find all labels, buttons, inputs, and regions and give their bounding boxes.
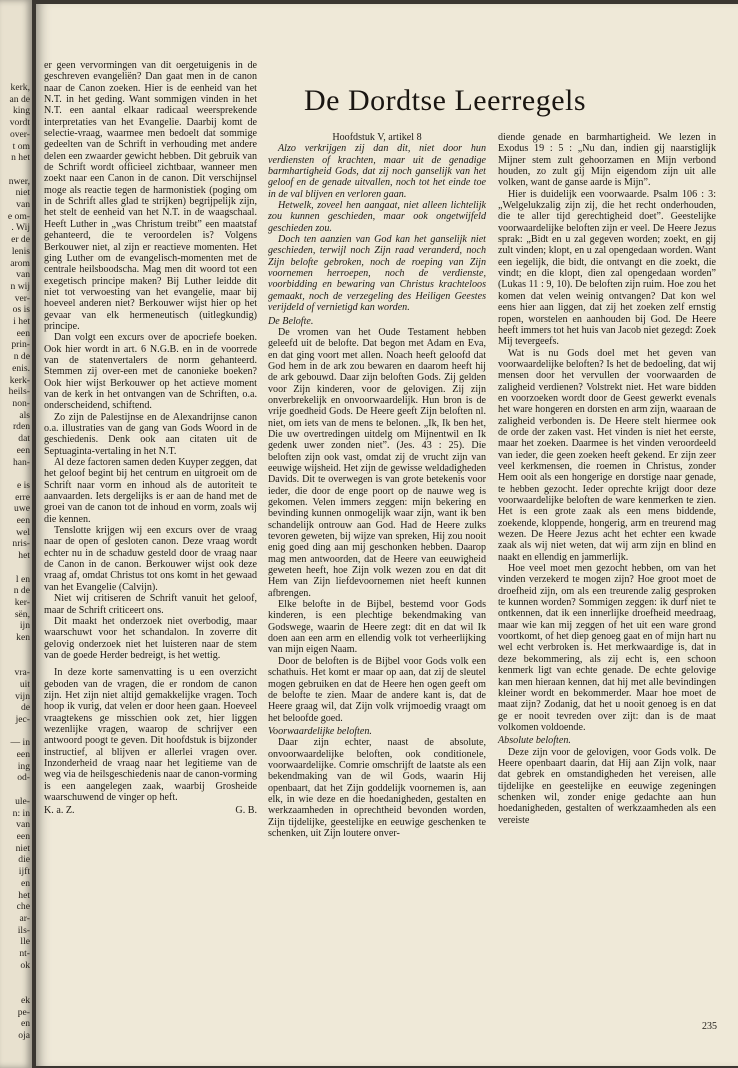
previous-page-fragment: nwer, xyxy=(8,175,30,187)
paragraph: Tenslotte krijgen wij een excurs over de vraag naar de open of gesloten canon. Deze vraag wordt echter nu in de schaduw gesteld door de vraag naar de Canon in de canon. Berkouwer wijst ook deze vraag af, omdat Christus tot ons komt in het gewaad van het Evangelie (Calvijn). xyxy=(44,525,257,593)
previous-page-fragment: de xyxy=(20,702,30,714)
previous-page-fragment: heils- xyxy=(8,386,30,398)
section-title: Voorwaardelijke beloften. xyxy=(268,725,372,737)
previous-page-fragment xyxy=(0,726,30,738)
previous-page-fragment: en xyxy=(20,1018,30,1030)
previous-page-fragment: lenis xyxy=(11,245,30,257)
paragraph: Daar zijn echter, naast de absolute, onvoorwaardelijke beloften, ook conditionele, voorwaardelijke. Comrie omschrijft de laatste als een bekendmaking van de wil Gods, waarin Hij openbaart, dat het Zijn goddelijk voornemen is, aan elk, in wie deze en die hoedanigheden, gestalten en werkzaamheden in oprechtheid bevonden worden, Zijn tijdelijke, geestelijke en eeuwige geschenken te schenken, uit Zijn loutere onver- xyxy=(268,737,486,839)
previous-page-fragment xyxy=(0,562,30,574)
paragraph: De vromen van het Oude Testament hebben geleefd uit de belofte. Dat begon met Adam en Eva, en dat ging voort met allen. Noach heeft geloofd dat God hem in de ark zou bewaren en daarom heeft hij de ark gebouwd. Daar zijn beloften Gods. Zij gelden voor Zijn kinderen, voor de gelovigen. Zij zijn onverbrekelijk en onvoorwaardelijk. Hun bron is de vrije goedheid Gods. De Heere geeft Zijn beloften nl. niet, om iets van de mens te belonen. „Ik, Ik ben het, Die uw overtredingen uitdelg om Mijnentwil en Ik gedenk uwer zonden niet”. (Jes. 43 : 25). Die beloften zijn ook vast, omdat zij de vrucht zijn van eeuwige wijsheid. Het zijn de gewisse weldadigheden Davids. Dit te overwegen is van grote betekenis voor ieder, die door de enge poort op de nauwe weg is gekomen. Velen immers zeggen: mijn bekering en bevinding kunnen onmogelijk waar zijn, want ik ben schandelijk ontrouw aan God. Had de Heere zulks tevoren geweten, bij wijze van spreken, Hij zou nooit enig goed ding aan mij geschonken hebben. Daarop mag men antwoorden, dat de Heere van eeuwigheid geweten heeft, hoe Zijn volk wezen zou en dat dit Hem van Zijn liefdevoornemen niet heeft kunnen afbrengen. xyxy=(268,326,486,599)
previous-page-fragment: n wij xyxy=(10,280,30,292)
previous-page-fragment: ing xyxy=(17,760,30,772)
previous-page-fragment: od- xyxy=(17,772,30,784)
page-number: 235 xyxy=(702,1021,717,1032)
previous-page-fragment: l en xyxy=(15,573,30,585)
previous-page-fragment: ule- xyxy=(15,795,30,807)
previous-page-fragment: dat xyxy=(18,433,30,445)
previous-page-fragment: ken xyxy=(16,632,30,644)
previous-page-fragment xyxy=(0,983,30,995)
signature-line xyxy=(44,805,257,816)
previous-page-fragment: kerk- xyxy=(9,374,30,386)
previous-page-fragment: een xyxy=(16,831,30,842)
page-title: De Dordtse Leerregels xyxy=(304,84,587,117)
paragraph: Dan volgt een excurs over de apocriefe boeken. Ook hier wordt in art. 6 N.G.B. en in de voorrede van de statenvertalers de norm gehanteerd. Stemmen zij over-een met de canonieke boeken? Ook hier wijst Berkouwer op het actieve moment van de kerk in het ontvangen van de Schriften, o.a. onderscheidend, schiftend. xyxy=(44,332,257,412)
previous-page-fragment: lle xyxy=(20,936,30,948)
paragraph: er geen vervormingen van dit oergetuigenis in de geschreven evangeliën? Dan gaat men in de canon naar de Canon zoeken. Hier is de eenheid van het N.T. in het geding. Want sommigen vinden in het N.T. een aantal elkaar radicaal weersprekende interpretaties van het Evangelie. Daarbij komt de selectie-vraag, waarmee men bedoelt dat sommige gedeelten van de Schrift in verhouding met andere delen een zwaarder gewicht hebben. Dit gebruik van de Schrift wordt officieel zichtbaar, wanneer men zoekt naar een Canon in de canon. Dit verschijnsel moge als reactie tegen de harmonistiek (poging om in de Schrift alles glad te strijken) begrijpelijk zijn, het stelt de eenheid van het N.T. in de waagschaal. Heeft Luther in „was Christum treibt” een maatstaf gehanteerd, die te veroordelen is? Volgens Berkouwer niet, al zijn er reactieve momenten. Het ging Luther om de evangelisch-momenten met de centrale heilsboodscha. Mag men dit woord tot een exegetisch principe maken? Bij Luther leidde dit niet tot verwoesting van het evangelie, maar bij hoeveel anderen niet? Berkouwer wijst hier op het gevaar van elk hermeneutisch (uitlegkundig) principe. xyxy=(44,60,257,332)
paragraph: Door de beloften is de Bijbel voor Gods volk een schathuis. Het komt er maar op aan, dat zij de sleutel mogen gebruiken en dat de Heere hen ogen geeft om de belofte te zien. Maar de andere kant is, dat de Heere graag wil, dat Zijn volk vrijmoedig vraagt om het beloofde goed. xyxy=(268,655,486,724)
previous-page-fragment: niet xyxy=(15,187,30,199)
previous-page-fragment: — in xyxy=(10,737,30,749)
previous-page-fragment: e is xyxy=(16,479,30,491)
previous-page-fragment: vijn xyxy=(15,690,30,702)
previous-page-fragment: sën, xyxy=(14,608,30,620)
previous-page-fragment: een xyxy=(16,749,30,761)
previous-page-fragment: van xyxy=(16,269,30,281)
section-title: Absolute beloften. xyxy=(498,735,571,747)
previous-page-fragment: ils- xyxy=(17,924,30,936)
previous-page-fragment: over- xyxy=(9,128,30,140)
previous-page-fragment: uit xyxy=(19,678,30,690)
previous-page-fragment: ver- xyxy=(14,292,30,304)
previous-page-fragment: erre xyxy=(15,491,30,503)
magazine-page xyxy=(36,4,738,1066)
signature-left: K. a. Z. xyxy=(44,805,75,817)
previous-page-fragment: vra- xyxy=(14,667,30,679)
previous-page-fragment: een xyxy=(16,444,30,456)
column-right xyxy=(498,132,716,826)
previous-page-fragment: als xyxy=(19,409,30,421)
previous-page-fragment: en xyxy=(20,877,30,889)
previous-page-fragment: rden xyxy=(12,421,30,433)
paragraph: Hier is duidelijk een voorwaarde. Psalm 106 : 3: „Welgelukzalig zijn zij, die het recht onderhouden, die te aller tijd gerechtigheid doet”. Geestelijke voorwaardelijke beloften zijn er veel. De Heere Jezus sprak: „Bidt en u zal gegeven worden; zoekt, en gij zult vinden; klopt, en u zal opengedaan worden. Want een iegelijk, die bidt, die ontvangt en die zoekt, die vindt; en die klopt, dien zal opengedaan worden” (Lukas 11 : 9, 10). De beloften zijn ruim. Hoe zou het komen dat velen weinig ontvangen? Dat kon wel eens hier aan liggen, dat zij het zoeken zelf ernstig ropen, worstelen en aanhouden bij God. De Heere heeft immers tot het huis van Jacob niet gezegd: Zoek Mij tevergeefs. xyxy=(498,188,716,348)
previous-page-fragment: enis. xyxy=(12,362,30,374)
previous-page-fragment: prin- xyxy=(11,339,30,351)
previous-page-fragment: nt- xyxy=(19,948,30,960)
previous-page-fragment: ok xyxy=(20,959,30,971)
paragraph: Wat is nu Gods doel met het geven van voorwaardelijke beloften? Is het de bedoeling, dat wij mensen door het vervullen der voorwaarden de zaligheid verdienen? Volstrekt niet. Het ware bidden en voorzoeken wordt door de Geest gewerkt evenals het ware hongeren en dorsten en arm zijn, waaraan de zaligheid verbonden is. De Heere stelt hiermee ook de orde der zaken vast. Het vinden is niet het eerste, maar het zoeken. Daarmee is het vinden veroordeeld van ieder, die geen zoeken heeft gekend. Er zijn zeer veel kerkmensen, die roemen in Christus, zonder Hem ooit als een hongerige en dorstige naar genade, te hebben gezocht. Ieder oprechte krijgt door deze voorwaardelijke beloften de ware kenmerken te zien. Het is een grote zaak als een mens biddende, zoekende, kloppende, hongerig, arm en treurend mag wezen. De Heere Jezus acht het echter een kwade zaak als wij niet weten, dat wij arm zijn en blind en naakt en ellendig en jammerlijk. xyxy=(498,347,716,563)
article-heading: Hoofdstuk V, artikel 8 xyxy=(332,132,422,143)
paragraph: Deze zijn voor de gelovigen, voor Gods volk. De Heere openbaart daarin, dat Hij aan Zijn volk, naar dat gebrek en omstandigheden het vereisen, alle tijdelijke en geestelijke en eeuwige zegeningen schenken wil, zonder enige gedachte aan hun hoedanigheden, gestalten of werkzaamheden als een vereiste xyxy=(498,746,716,826)
paragraph: In deze korte samenvatting is u een overzicht geboden van de vragen, die er rondom de canon zijn. Het zijn niet altijd gemakkelijke vragen. Toch hoop ik vurig, dat velen er door heen gaan. Hoeveel vraagtekens ge misschien ook zet, hier liggen wezenlijke vragen, waarop de schrijver een antwoord poogt te geven. Dit hoofdstuk is bijzonder instructief, al blijven er allerlei vragen over. Inzonderheid de vraag naar het legitieme van de weg via de heilsgeschiedenis naar de canon-vorming is een aangelegen zaak, waarbij Grosheide waarschuwend de vinger op heft. xyxy=(44,667,258,803)
previous-page-fragment xyxy=(0,644,30,656)
previous-page-fragment: t om xyxy=(12,140,30,152)
previous-page-fragment: van xyxy=(16,199,30,211)
section-title: De Belofte. xyxy=(268,315,314,327)
previous-page-fragment: ijft xyxy=(18,866,30,878)
previous-page-fragment: ker- xyxy=(14,596,30,608)
previous-page-fragment: . Wij xyxy=(11,222,30,234)
previous-page-fragment: n de xyxy=(13,585,30,597)
previous-page-text xyxy=(0,82,30,1042)
previous-page-fragment: os is xyxy=(12,304,30,316)
previous-page-fragment: er de xyxy=(11,234,30,246)
previous-page-fragment: wel xyxy=(16,526,30,538)
previous-page-fragment: arom xyxy=(10,257,30,269)
column-left xyxy=(44,60,257,817)
previous-page-fragment: n het xyxy=(11,152,30,164)
previous-page-fragment: een xyxy=(16,327,30,339)
previous-page-fragment xyxy=(0,971,30,983)
previous-page-fragment: che xyxy=(16,901,30,913)
signature-right: G. B. xyxy=(235,805,257,817)
previous-page-fragment: e om- xyxy=(7,210,30,222)
paragraph: Elke belofte in de Bijbel, bestemd voor Gods kinderen, is een plechtige bekendmaking van Godswege, waarin de Heere zegt: dit en dat wil Ik doen aan een arm en ellendig volk tot verheerlijking van mijn eigen Naam. xyxy=(268,599,486,656)
paragraph: Niet wij critiseren de Schrift vanuit het geloof, maar de Schrift criticeert ons. xyxy=(44,593,257,616)
previous-page-fragment xyxy=(0,468,30,480)
previous-page-fragment: ijn xyxy=(19,620,30,632)
paragraph: Zo zijn de Palestijnse en de Alexandrijnse canon o.a. illustraties van de gang van Gods Woord in de geschiedenis. Denk ook aan citaten uit de Septuaginta-vertaling in het N.T. xyxy=(44,411,257,457)
previous-page-fragment: ar- xyxy=(19,912,30,924)
previous-page-fragment: an de xyxy=(9,93,30,105)
previous-page-fragment: n de xyxy=(13,351,30,363)
previous-page-fragment: pe- xyxy=(17,1006,30,1018)
column-middle xyxy=(268,132,486,839)
previous-page-fragment xyxy=(0,784,30,796)
previous-page-fragment: non- xyxy=(12,397,30,409)
previous-page-fragment: een xyxy=(16,515,30,527)
paragraph: Al deze factoren samen deden Kuyper zeggen, dat het geloof begint bij het centrum en uitgroeit om de Schrift naar vorm en inhoud als de autoriteit te aanvaarden. Iets dergelijks is er aan de hand met de groei van de canon tot de inhoud en vorm, zoals wij die kennen. xyxy=(44,457,257,525)
article-text: Hetwelk, zoveel hen aangaat, niet alleen lichtelijk zou kunnen geschieden, maar ook ongetwijfeld geschieden zou. xyxy=(268,200,486,234)
previous-page-fragment: ek xyxy=(20,994,30,1006)
previous-page-fragment: het xyxy=(18,550,30,562)
previous-page-fragment: jec- xyxy=(15,713,30,725)
previous-page-fragment: nris- xyxy=(12,538,30,550)
previous-page-fragment: die xyxy=(18,854,30,866)
previous-page-edge xyxy=(0,0,32,1068)
previous-page-fragment: uwe xyxy=(14,503,30,515)
article-text: Doch ten aanzien van God kan het ganselijk niet geschieden, terwijl noch Zijn raad veranderd, noch Zijn belofte gebroken, noch de roeping van Zijn voornemen herroepen, noch de verdienste, voorbidding en bewaring van Christus krachteloos gemaakt, noch de verzegeling des Heiligen Geestes verijdeld of vernietigd kan worden. xyxy=(268,234,486,314)
paragraph: Dit maakt het onderzoek niet overbodig, maar waarschuwt voor het schandalon. In zoverre dit gelovig onderzoek niet het luisteren naar de stem van de goede Herder bedreigt, is het wettig. xyxy=(44,615,257,661)
previous-page-fragment: vordt xyxy=(9,117,30,129)
paragraph: diende genade en barmhartigheid. We lezen in Exodus 19 : 5 : „Nu dan, indien gij naarstiglijk Mijner stem zult gehoorzamen en Mijn verbond houden, zo zult gij Mijn eigendom zijn uit alle volken, want de ganse aarde is Mijn”. xyxy=(498,132,716,189)
previous-page-fragment: oja xyxy=(18,1029,30,1041)
previous-page-fragment: het xyxy=(18,889,30,901)
previous-page-fragment xyxy=(0,655,30,667)
paragraph: Hoe veel moet men gezocht hebben, om van het vinden verzekerd te mogen zijn? Hoe groot moet de droefheid zijn, om als een treurende zalig gesproken te kunnen worden? Sommigen zeggen: ik durf niet te ontkennen, dat ik een innerlijke droefheid meedraag, maar wie kan mij zeggen of het uit een ware grond voortkomt, of het diep genoeg gaat en of mijn hart nu wel echt verbroken is. Het merkwaardige is, dat in deze bekommering, als zij echt is, een schoon kenmerk ligt van echte genade. De echte gelovige kan men hieraan kennen, dat hij met alle bevindingen kleiner wordt en bekommerder. Maar hoe moet de maat zijn? Zodanig, dat het u nooit genoeg is en dat ge er nooit tevreden over zijt: dan is de maat volkomen voldoende. xyxy=(498,563,716,733)
previous-page-fragment xyxy=(0,164,30,176)
previous-page-fragment: i het xyxy=(13,316,30,328)
previous-page-fragment: han- xyxy=(12,456,30,468)
article-text: Alzo verkrijgen zij dan dit, niet door hun verdiensten of krachten, maar uit de genadige barmhartigheid Gods, dat zij noch ganselijk van het geloof en de genade uitvallen, noch tot het einde toe in de val blijven en verloren gaan. xyxy=(268,143,486,200)
previous-page-fragment: van xyxy=(16,819,30,831)
previous-page-fragment: n: in xyxy=(12,807,30,819)
previous-page-fragment: king xyxy=(12,105,30,117)
previous-page-fragment: niet xyxy=(15,842,30,854)
previous-page-fragment: kerk, xyxy=(10,82,30,93)
